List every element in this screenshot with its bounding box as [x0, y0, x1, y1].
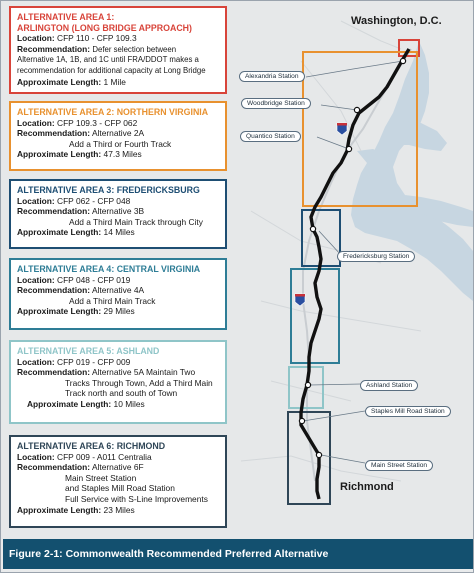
alexandria-dot: [400, 58, 405, 63]
area5-panel: [9, 340, 227, 424]
length-label: Approximate Length:: [27, 398, 112, 409]
ashland-dot: [305, 382, 310, 387]
area4-location: CFP 048 - CFP 019: [57, 274, 131, 285]
area2-length: 47.3 Miles: [103, 149, 142, 160]
station-label-alexandria: Alexandria Station: [239, 71, 305, 82]
recommendation-label: Recommendation:: [17, 206, 91, 217]
station-label-fredericksburg: Fredericksburg Station: [337, 251, 415, 262]
figure-caption: Figure 2-1: Commonwealth Recommended Preferred Alternative: [3, 539, 473, 569]
area5-length: 10 Miles: [113, 398, 145, 409]
area3-title: ALTERNATIVE AREA 3: FREDERICKSBURG: [17, 185, 200, 195]
quantico-dot: [346, 146, 351, 151]
length-label: Approximate Length:: [17, 76, 102, 87]
area3-location: CFP 062 - CFP 048: [57, 195, 131, 206]
area3-recommendation: Alternative 3B: [91, 206, 145, 217]
area6-recommendation-line: Main Street Station: [65, 472, 137, 483]
area4-panel: [9, 258, 227, 330]
fredericksburg-dot: [310, 226, 315, 231]
area1-panel: [9, 6, 227, 94]
area2-location: CFP 109.3 - CFP 062: [57, 117, 138, 128]
area2-panel: [9, 101, 227, 171]
area6-recommendation-line: and Staples Mill Road Station: [65, 483, 175, 494]
area1-recommendation: Defer selection between: [92, 44, 177, 54]
area1-recommendation-line: Alternative 1A, 1B, and 1C until FRA/DDOT makes a: [17, 55, 199, 65]
area3-recommendation-line: Add a Third Main Track through City: [69, 216, 203, 227]
station-label-woodbridge: Woodbridge Station: [241, 98, 311, 109]
area2-recommendation-line: Add a Third or Fourth Track: [69, 138, 172, 149]
area5-title: ALTERNATIVE AREA 5: ASHLAND: [17, 346, 160, 356]
area5-recommendation-line: Track north and south of Town: [65, 388, 178, 399]
main-street-dot: [316, 452, 321, 457]
station-label-staples-mill: Staples Mill Road Station: [365, 406, 451, 417]
recommendation-label: Recommendation:: [17, 128, 91, 139]
area6-recommendation: Alternative 6F: [91, 462, 144, 473]
area1-recommendation-line: recommendation for additional capacity at Long Bridge: [17, 65, 206, 75]
area2-title: ALTERNATIVE AREA 2: NORTHERN VIRGINIA: [17, 107, 209, 117]
woodbridge-dot: [354, 107, 359, 112]
location-label: Location:: [17, 274, 55, 285]
area5-recommendation: Alternative 5A Maintain Two: [91, 367, 196, 378]
recommendation-label: Recommendation:: [17, 462, 91, 473]
station-label-quantico: Quantico Station: [240, 131, 301, 142]
area3-panel: [9, 179, 227, 249]
location-label: Location:: [17, 33, 55, 44]
location-label: Location:: [17, 356, 55, 367]
area5-recommendation-line: Tracks Through Town, Add a Third Main: [65, 377, 213, 388]
area6-length: 23 Miles: [103, 504, 135, 515]
length-label: Approximate Length:: [17, 149, 102, 160]
area2-recommendation: Alternative 2A: [91, 128, 145, 139]
length-label: Approximate Length:: [17, 306, 102, 317]
area6-title: ALTERNATIVE AREA 6: RICHMOND: [17, 441, 166, 451]
station-label-ashland: Ashland Station: [360, 380, 418, 391]
recommendation-label: Recommendation:: [17, 367, 91, 378]
location-label: Location:: [17, 117, 55, 128]
length-label: Approximate Length:: [17, 227, 102, 238]
area1-title-line1: ALTERNATIVE AREA 1:: [17, 12, 115, 22]
area4-recommendation: Alternative 4A: [91, 285, 145, 296]
staples-mill-dot: [299, 418, 304, 423]
area6-location: CFP 009 - A011 Centralia: [57, 451, 152, 462]
area1-length: 1 Mile: [103, 76, 126, 87]
area5-location: CFP 019 - CFP 009: [57, 356, 131, 367]
area4-title: ALTERNATIVE AREA 4: CENTRAL VIRGINIA: [17, 264, 201, 274]
location-label: Location:: [17, 195, 55, 206]
city-label-richmond: Richmond: [340, 481, 394, 493]
length-label: Approximate Length:: [17, 504, 102, 515]
area6-panel: [9, 435, 227, 528]
area4-length: 29 Miles: [103, 306, 135, 317]
area4-recommendation-line: Add a Third Main Track: [69, 295, 156, 306]
location-label: Location:: [17, 451, 55, 462]
area1-location: CFP 110 - CFP 109.3: [57, 33, 137, 44]
recommendation-label: Recommendation:: [17, 43, 91, 54]
recommendation-label: Recommendation:: [17, 285, 91, 296]
area3-length: 14 Miles: [103, 227, 135, 238]
station-label-main-street: Main Street Station: [365, 460, 433, 471]
area6-recommendation-line: Full Service with S-Line Improvements: [65, 493, 208, 504]
city-label-washington: Washington, D.C.: [351, 15, 442, 27]
area1-title-line2: ARLINGTON (LONG BRIDGE APPROACH): [17, 22, 192, 33]
